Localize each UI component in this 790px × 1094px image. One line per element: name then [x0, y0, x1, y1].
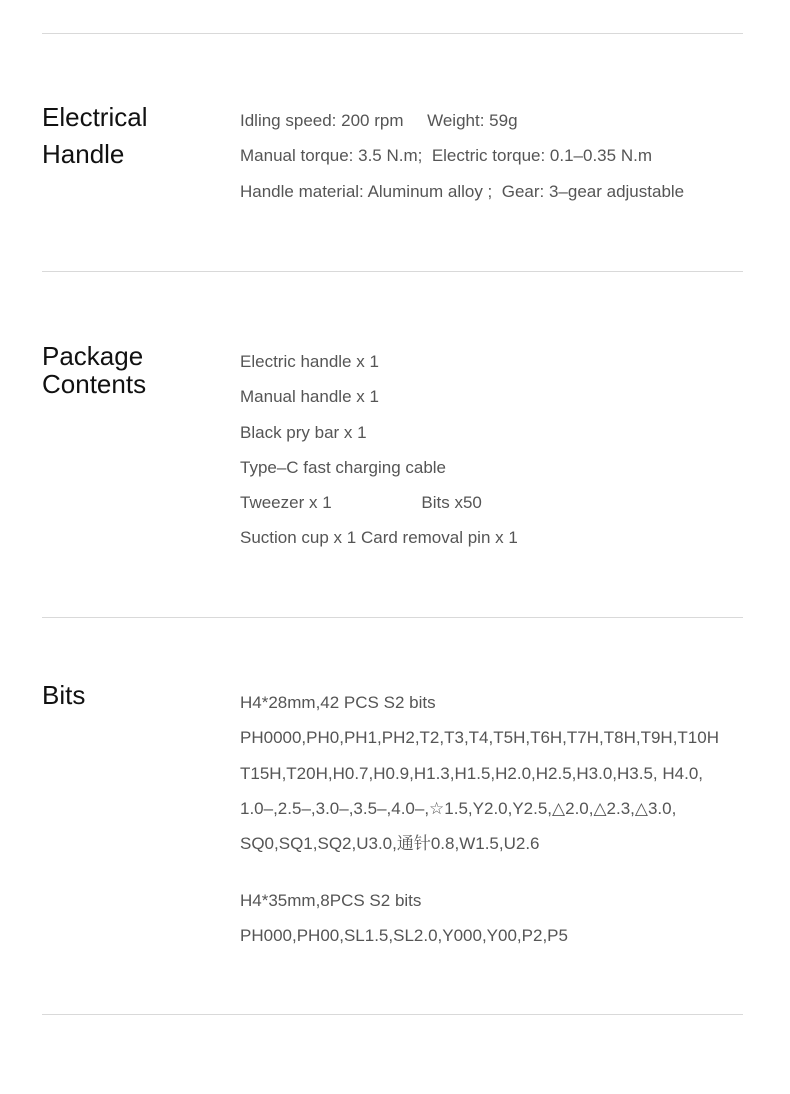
spec-line: Handle material: Aluminum alloy ; Gear: 3–gear adjustable — [240, 182, 685, 201]
heading-line: Contents — [42, 369, 147, 399]
section-heading — [42, 677, 85, 714]
list-item: Manual handle x 1 — [240, 387, 379, 406]
bits-line: H4*28mm,42 PCS S2 bits — [240, 693, 436, 712]
heading-line: Package — [42, 341, 144, 371]
bits-line: T15H,T20H,H0.7,H0.9,H1.3,H1.5,H2.0,H2.5,H3.0,H3.5, H4.0, — [240, 764, 704, 783]
spec-line: Idling speed: 200 rpm Weight: 59g — [240, 111, 518, 130]
list-item: Type–C fast charging cable — [240, 458, 447, 477]
spec-line: Manual torque: 3.5 N.m; Electric torque: 0.1–0.35 N.m — [240, 146, 652, 165]
heading-line: Bits — [42, 680, 86, 710]
heading-line: Electrical — [42, 102, 148, 132]
bits-line: PH000,PH00,SL1.5,SL2.0,Y000,Y00,P2,P5 — [240, 926, 568, 945]
list-item: Suction cup x 1 Card removal pin x 1 — [240, 528, 518, 547]
list-item: Electric handle x 1 — [240, 352, 379, 371]
list-item: Black pry bar x 1 — [240, 423, 367, 442]
divider-top — [42, 33, 743, 34]
list-item: Tweezer x 1 Bits x50 — [240, 493, 482, 512]
divider — [42, 271, 743, 272]
heading-line: Handle — [42, 139, 125, 169]
bits-line: PH0000,PH0,PH1,PH2,T2,T3,T4,T5H,T6H,T7H,T8H,T9H,T10H — [240, 728, 719, 747]
bits-line: SQ0,SQ1,SQ2,U3.0,通针0.8,W1.5,U2.6 — [240, 834, 540, 853]
divider-bottom — [42, 1014, 743, 1015]
section-heading — [42, 342, 146, 398]
divider — [42, 617, 743, 618]
bits-line: 1.0–,2.5–,3.0–,3.5–,4.0–,☆1.5,Y2.0,Y2.5,△2.0,△2.3,△3.0, — [240, 799, 677, 818]
section-heading — [42, 99, 147, 173]
bits-line: H4*35mm,8PCS S2 bits — [240, 891, 422, 910]
